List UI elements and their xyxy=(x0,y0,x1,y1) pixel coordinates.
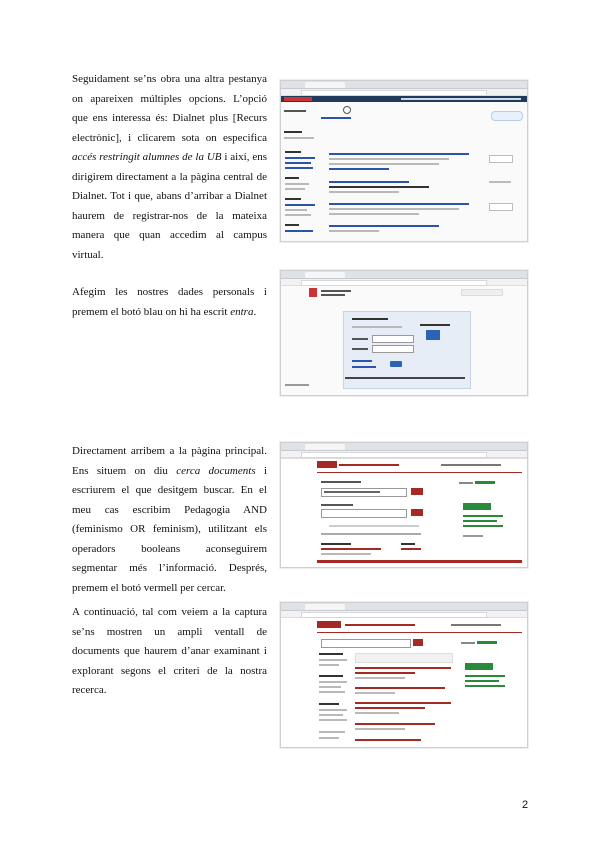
header-nav xyxy=(401,98,521,100)
results-search-input[interactable] xyxy=(321,639,411,648)
search-icon[interactable] xyxy=(343,106,351,114)
password-input[interactable] xyxy=(372,345,414,353)
language-selector[interactable] xyxy=(461,289,503,296)
screenshot-catalog-results xyxy=(280,80,528,242)
emphasis-text: accés restringit alumnes de la UB xyxy=(72,151,222,163)
search-documents-input[interactable] xyxy=(321,488,407,497)
emphasis-text: cerca documents xyxy=(176,464,256,477)
facet-sidebar xyxy=(283,151,323,236)
screenshot-dialnet-results xyxy=(280,602,528,748)
emphasis-text: entra xyxy=(230,305,254,318)
browser-tabs xyxy=(281,443,527,451)
dialnet-logo xyxy=(317,621,341,628)
crai-logo xyxy=(284,97,312,101)
search-authors-button[interactable] xyxy=(411,509,423,516)
green-access-button[interactable] xyxy=(463,503,491,510)
connect-button[interactable] xyxy=(491,111,523,121)
green-access-button[interactable] xyxy=(465,663,493,670)
text-run: i així, ens dirigirem directament a la pàgina central de Dialnet. Tot i que, abans d’arribar a Dialnet haurem de registrar-nos de la mateixa manera que quan accedim al campus virtual. xyxy=(72,151,267,261)
page-number: 2 xyxy=(522,799,529,811)
ub-key-icon xyxy=(426,330,440,340)
result-action-button[interactable] xyxy=(489,155,513,163)
sidebar-panel xyxy=(459,479,519,549)
screenshot-dialnet-search xyxy=(280,442,528,568)
text-run: Directament arribem a la pàgina principal. Ens situem on diu xyxy=(72,445,267,477)
text-run: . xyxy=(253,305,257,318)
screenshot-ub-login xyxy=(280,270,528,396)
browser-tabs xyxy=(281,603,527,611)
paragraph-dialnet-plus xyxy=(72,70,267,265)
search-authors-input[interactable] xyxy=(321,509,407,518)
results-list xyxy=(329,153,479,233)
text-run: Afegim les nostres dades personals i premem el botó blau on hi ha escrit xyxy=(72,286,267,318)
browser-address-bar xyxy=(281,89,527,96)
ub-shield-logo xyxy=(309,288,317,297)
paragraph-search xyxy=(72,442,267,598)
text-run: Seguidament se’ns obra una altra pestanya on apareixen múltiples opcions. L’opció que ens interessa és: Dialnet plus [Recurs electrònic], i clicarem sota on especifica xyxy=(72,73,267,144)
browser-tabs xyxy=(281,81,527,89)
browser-address-bar xyxy=(281,611,527,618)
results-search-button[interactable] xyxy=(413,639,423,646)
browser-address-bar xyxy=(281,279,527,286)
entra-button[interactable] xyxy=(390,361,402,367)
text-run: i escriurem el que desitgem buscar. En el meu cas escribim Pedagogia AND (feminismo OR feminism), utilitzant els operadors booleans aconseguirem segmentar més l’informació. Després, premem el botó vermell per cercar. xyxy=(72,464,267,594)
footer-bar xyxy=(317,560,522,563)
sidebar-panel xyxy=(461,639,521,709)
dialnet-logo xyxy=(317,461,337,468)
results-list xyxy=(355,653,455,745)
cspc-logo xyxy=(461,639,501,646)
cspc-logo xyxy=(459,479,499,486)
username-input[interactable] xyxy=(372,335,414,343)
browser-tabs xyxy=(281,271,527,279)
text-run: A continuació, tal com veiem a la captura se’ns mostren un ampli ventall de documents que haurem d’anar examinant i explorant segons el criteri de la nostra recerca. xyxy=(72,606,267,696)
paragraph-results xyxy=(72,603,267,701)
search-button-red[interactable] xyxy=(411,488,423,495)
filters-sidebar xyxy=(317,653,351,745)
paragraph-login xyxy=(72,283,267,322)
result-action-button[interactable] xyxy=(489,203,513,211)
results-toolbar xyxy=(355,653,453,663)
browser-address-bar xyxy=(281,451,527,458)
